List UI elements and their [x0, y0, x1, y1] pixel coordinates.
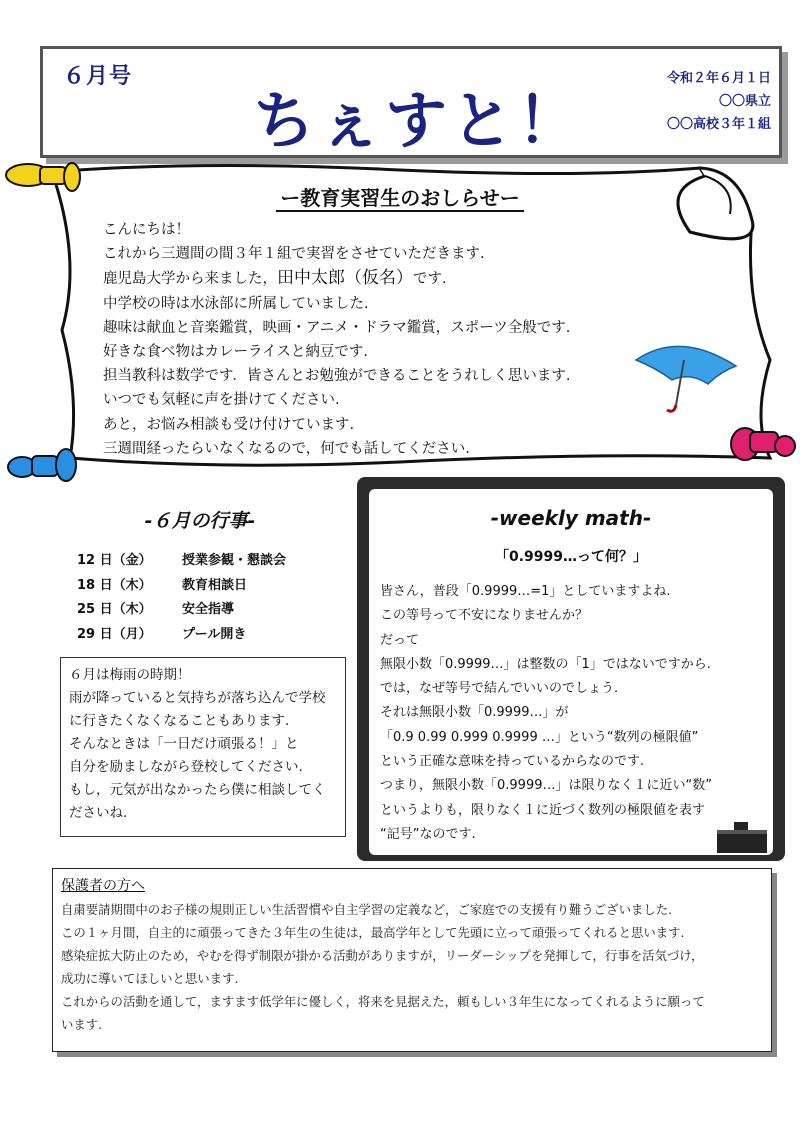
parents-heading: 保護者の方へ: [61, 878, 145, 894]
math-line: だって: [380, 632, 420, 648]
parents-line: 感染症拡大防止のため，やむを得ず制限が掛かる活動がありますが，リーダーシップを発揮して，行事を活気づけ，: [61, 948, 704, 963]
parents-line: この１ヶ月間，自主的に頑張ってきた３年生の生徒は，最高学年として先頭に立って頑張ってくれると思います.: [61, 925, 685, 940]
event-date: 29 日（月）: [77, 626, 152, 642]
class-label: 〇〇高校３年１組: [666, 117, 771, 132]
event-name: プール開き: [182, 626, 247, 642]
math-line: “記号”なのです.: [380, 826, 476, 842]
event-row: [77, 623, 286, 648]
newsletter-title: ちぇすと！: [253, 84, 584, 157]
notice-line: 趣味は献血と音楽鑑賞，映画・アニメ・ドラマ鑑賞，スポーツ全般です.: [103, 319, 571, 336]
note-line: 自分を励ましながら登校してください.: [69, 759, 303, 775]
math-line: というよりも，限りなく１に近づく数列の極限値を表す: [380, 802, 706, 818]
issue-label: ６月号: [63, 64, 133, 89]
event-date: 18 日（木）: [77, 577, 152, 593]
events-title: -６月の行事-: [144, 510, 256, 532]
math-line: では，なぜ等号で結んでいいのでしょう.: [380, 681, 619, 697]
notice-line: 中学校の時は水泳部に所属していました.: [103, 295, 369, 312]
note-line: 雨が降っていると気持ちが落ち込んで学校: [69, 690, 326, 706]
note-line: そんなときは「一日だけ頑張る！」と: [69, 736, 299, 752]
notice-title: ー教育実習生のおしらせー: [0, 182, 800, 211]
event-name: 授業参観・懇談会: [182, 553, 287, 568]
notice-line: 三週間経ったらいなくなるので，何でも話してください.: [103, 440, 470, 457]
note-line: ６月は梅雨の時期！: [69, 667, 191, 683]
event-row: [77, 549, 286, 574]
event-date: 12 日（金）: [77, 553, 152, 568]
math-line: この等号って不安になりませんか？: [380, 608, 589, 624]
notice-line: 担当教科は数学です．皆さんとお勉強ができることをうれしく思います.: [103, 368, 571, 385]
parents-line: います.: [61, 1017, 103, 1032]
math-subtitle: 「0.9999…って何？」: [494, 549, 648, 565]
event-row: [77, 574, 286, 599]
notice-line: こんにちは！: [103, 222, 190, 238]
eraser-icon: [716, 820, 768, 854]
note-line: もし，元気が出なかったら僕に相談してく: [69, 782, 326, 798]
rainy-season-note: [60, 657, 346, 837]
event-name: 安全指導: [182, 602, 235, 617]
parents-line: 自粛要請期間中のお子様の規則正しい生活習慣や自主学習の定義など，ご家庭での支援有り難うございました.: [61, 902, 673, 917]
math-line: つまり，無限小数「0.9999…」は限りなく１に近い“数”: [380, 778, 712, 794]
note-line: に行きたくなくなることもあります.: [69, 713, 290, 729]
events-list: [77, 549, 286, 647]
event-date: 25 日（木）: [77, 602, 152, 617]
math-body: [380, 580, 712, 847]
event-name: 教育相談日: [182, 577, 248, 593]
teacher-name: 田中太郎（仮名）: [277, 268, 413, 289]
parents-line: これからの活動を通して，ますます低学年に優しく，将来を見据えた，頼もしい３年生になってくれるように願って: [61, 994, 705, 1009]
notice-line: 鹿児島大学から来ました，田中太郎（仮名）です.: [103, 268, 447, 289]
math-title: -weekly math-: [490, 506, 652, 530]
math-line: 無限小数「0.9999…」は整数の「1」ではないですから.: [380, 656, 711, 672]
note-line: ださいね.: [69, 805, 128, 821]
prefecture-label: 〇〇県立: [718, 94, 771, 109]
parents-line: 成功に導いてほしいと思います.: [61, 971, 239, 986]
math-line: 皆さん，普段「0.9999…=1」としていますよね.: [380, 584, 671, 599]
math-line: それは無限小数「0.9999…」が: [380, 705, 569, 721]
notice-line: いつでも気軽に声を掛けてください.: [103, 392, 340, 409]
notice-line: 好きな食べ物はカレーライスと納豆です.: [103, 344, 369, 361]
notice-line: あと，お悩み相談も受け付けています.: [103, 416, 355, 433]
event-row: [77, 598, 286, 623]
parents-body: [61, 898, 763, 1036]
issue-date: 令和２年６月１日: [666, 71, 771, 86]
notice-body: [103, 218, 570, 461]
math-line: 「0.9 0.99 0.999 0.9999 …」という“数列の極限値”: [380, 729, 699, 745]
notice-line: これから三週間の間３年１組で実習をさせていただきます.: [103, 246, 485, 263]
math-line: という正確な意味を持っているからなのです.: [380, 754, 645, 770]
parents-section: [52, 868, 772, 1052]
